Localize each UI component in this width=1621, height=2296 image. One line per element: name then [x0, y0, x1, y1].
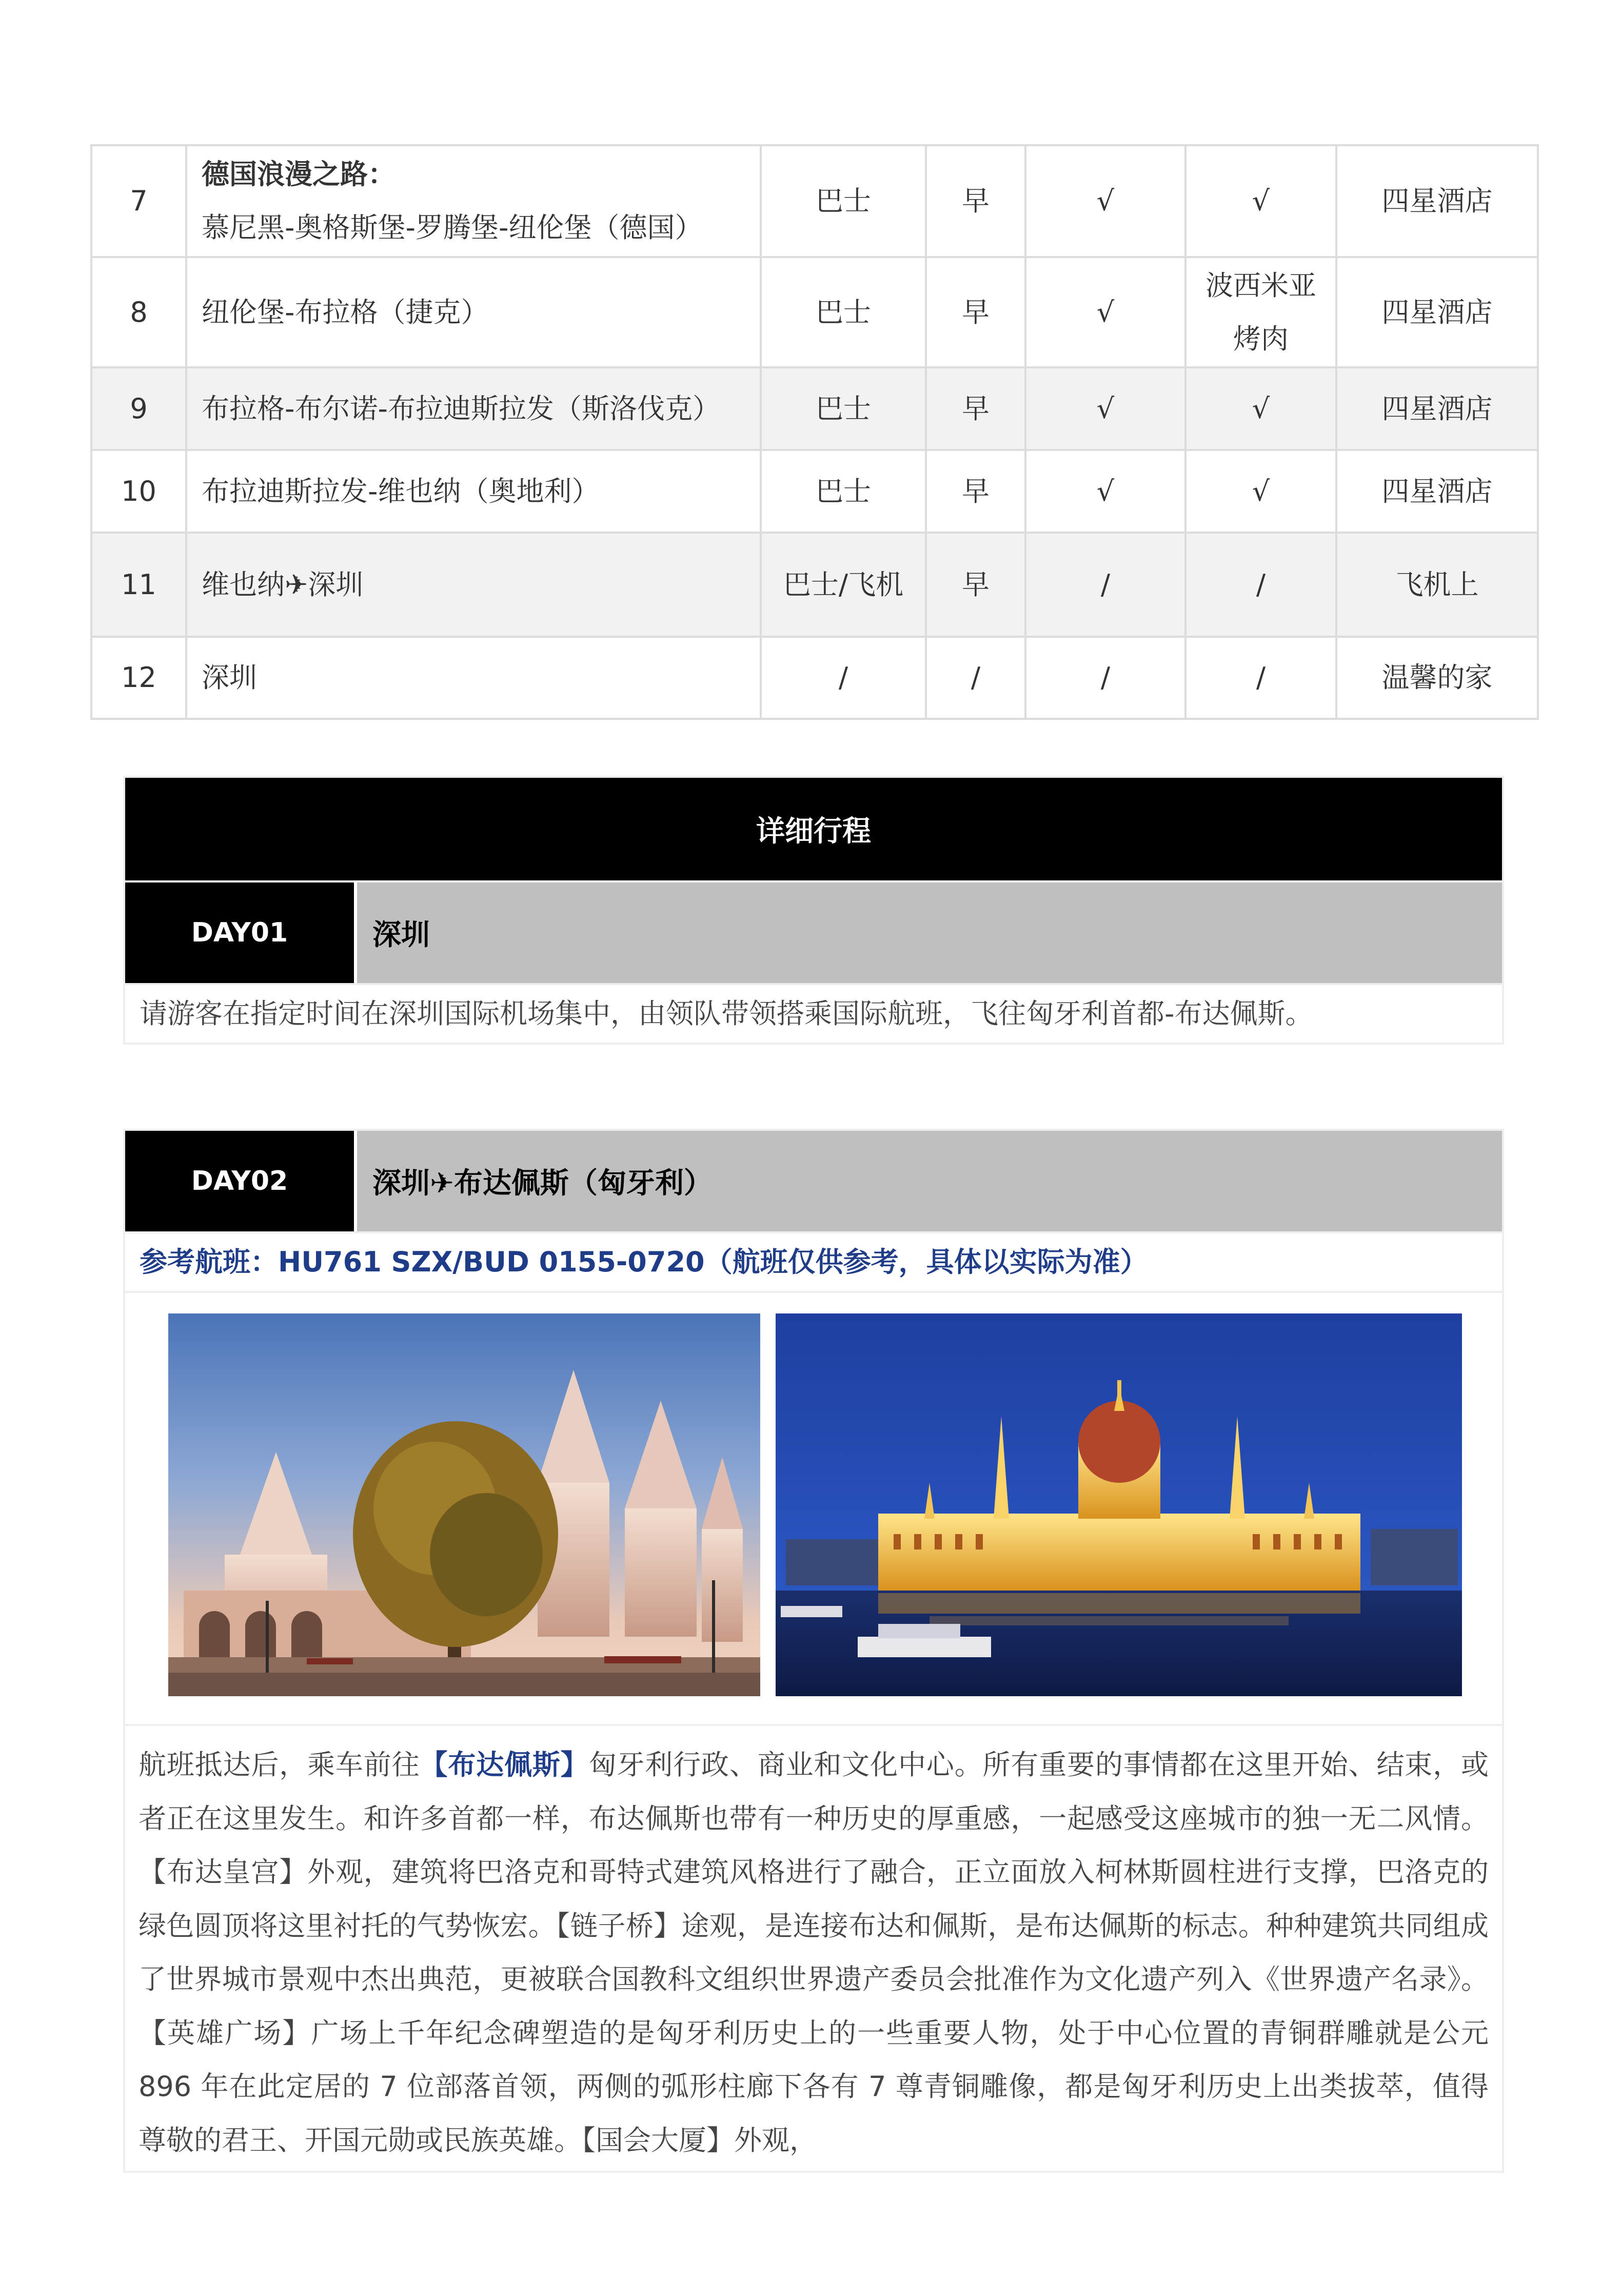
day-number: 10 — [91, 450, 186, 533]
day-number: 8 — [91, 257, 186, 367]
breakfast-cell: 早 — [926, 257, 1025, 367]
dinner-line: 波西米亚 — [1205, 269, 1316, 302]
day-header — [125, 880, 1502, 983]
route-cell — [186, 145, 761, 257]
route-text: 布拉格-布尔诺-布拉迪斯拉发（斯洛伐克） — [186, 367, 761, 450]
transport-cell: 巴士 — [761, 367, 926, 450]
day-title: 深圳✈布达佩斯（匈牙利） — [354, 1131, 1502, 1231]
dinner-cell: √ — [1185, 367, 1336, 450]
transport-cell: 巴士/飞机 — [761, 533, 926, 637]
day-number: 7 — [91, 145, 186, 257]
route-text: 纽伦堡-布拉格（捷克） — [186, 257, 761, 367]
lunch-cell: √ — [1025, 450, 1185, 533]
day-description — [125, 1724, 1502, 2177]
hotel-cell: 温馨的家 — [1336, 637, 1538, 719]
hotel-cell: 四星酒店 — [1336, 257, 1538, 367]
para-text: 航班抵达后，乘车前往 — [139, 1749, 420, 1781]
lunch-cell: √ — [1025, 367, 1185, 450]
transport-cell: / — [761, 637, 926, 719]
day-number: 12 — [91, 637, 186, 719]
lunch-cell: / — [1025, 637, 1185, 719]
transport-cell: 巴士 — [761, 145, 926, 257]
day-title: 深圳 — [354, 882, 1502, 983]
hotel-cell: 四星酒店 — [1336, 450, 1538, 533]
highlight-budapest: 【布达佩斯】 — [420, 1749, 589, 1781]
breakfast-cell: 早 — [926, 367, 1025, 450]
lunch-cell: √ — [1025, 145, 1185, 257]
hotel-cell: 四星酒店 — [1336, 367, 1538, 450]
table-row — [91, 533, 1538, 637]
detail-section-day02 — [123, 1129, 1504, 2173]
route-text: 慕尼黑-奥格斯堡-罗腾堡-纽伦堡（德国） — [202, 211, 703, 244]
hotel-cell: 飞机上 — [1336, 533, 1538, 637]
flight-info: 参考航班：HU761 SZX/BUD 0155-0720（航班仅供参考，具体以实际为准） — [125, 1231, 1502, 1293]
breakfast-cell: / — [926, 637, 1025, 719]
fishermans-bastion-photo — [168, 1313, 760, 1696]
breakfast-cell: 早 — [926, 533, 1025, 637]
table-row — [91, 450, 1538, 533]
dinner-cell — [1185, 257, 1336, 367]
breakfast-cell: 早 — [926, 450, 1025, 533]
day-header — [125, 1131, 1502, 1231]
route-text: 布拉迪斯拉发-维也纳（奥地利） — [186, 450, 761, 533]
photo-row — [125, 1293, 1502, 1724]
lunch-cell: / — [1025, 533, 1185, 637]
route-text: 深圳 — [186, 637, 761, 719]
table-row — [91, 637, 1538, 719]
day-label: DAY01 — [125, 882, 354, 983]
transport-cell: 巴士 — [761, 450, 926, 533]
dinner-cell: / — [1185, 533, 1336, 637]
table-row — [91, 145, 1538, 257]
route-text: 维也纳✈深圳 — [186, 533, 761, 637]
breakfast-cell: 早 — [926, 145, 1025, 257]
lunch-cell: √ — [1025, 257, 1185, 367]
itinerary-table — [90, 144, 1539, 720]
day-number: 11 — [91, 533, 186, 637]
parliament-building-photo — [776, 1313, 1462, 1696]
table-row — [91, 257, 1538, 367]
hotel-cell: 四星酒店 — [1336, 145, 1538, 257]
transport-cell: 巴士 — [761, 257, 926, 367]
dinner-cell: √ — [1185, 145, 1336, 257]
day-description: 请游客在指定时间在深圳国际机场集中，由领队带领搭乘国际航班，飞往匈牙利首都-布达佩斯。 — [125, 983, 1502, 1043]
day-number: 9 — [91, 367, 186, 450]
day-label: DAY02 — [125, 1131, 354, 1231]
route-title: 德国浪漫之路： — [202, 158, 396, 190]
dinner-cell: / — [1185, 637, 1336, 719]
detail-header: 详细行程 — [125, 778, 1502, 880]
dinner-line: 烤肉 — [1233, 322, 1289, 355]
detail-section-day01 — [123, 776, 1504, 1045]
para-text: 匈牙利行政、商业和文化中心。所有重要的事情都在这里开始、结束，或者正在这里发生。和许多首都一样，布达佩斯也带有一种历史的厚重感，一起感受这座城市的独一无二风情。【布达皇宫】外观，建筑将巴洛克和哥特式建筑风格进行了融合，正立面放入柯林斯圆柱进行支撑，巴洛克的绿色圆顶将这里衬托的气势恢宏。【链子桥】途观，是连接布达和佩斯，是布达佩斯的标志。种种建筑共同组成了世界城市景观中杰出典范，更被联合国教科文组织世界遗产委员会批准作为文化遗产列入《世界遗产名录》。【英雄广场】广场上千年纪念碑塑造的是匈牙利历史上的一些重要人物，处于中心位置的青铜群雕就是公元 896 年在此定居的 7 位部落首领，两侧的弧形柱廊下各有 7 尊青铜雕像，都是匈牙利历史上出类拔萃，值得尊敬的君王、开国元勋或民族英雄。【国会大厦】外观， — [139, 1749, 1489, 2156]
dinner-cell: √ — [1185, 450, 1336, 533]
table-row — [91, 367, 1538, 450]
